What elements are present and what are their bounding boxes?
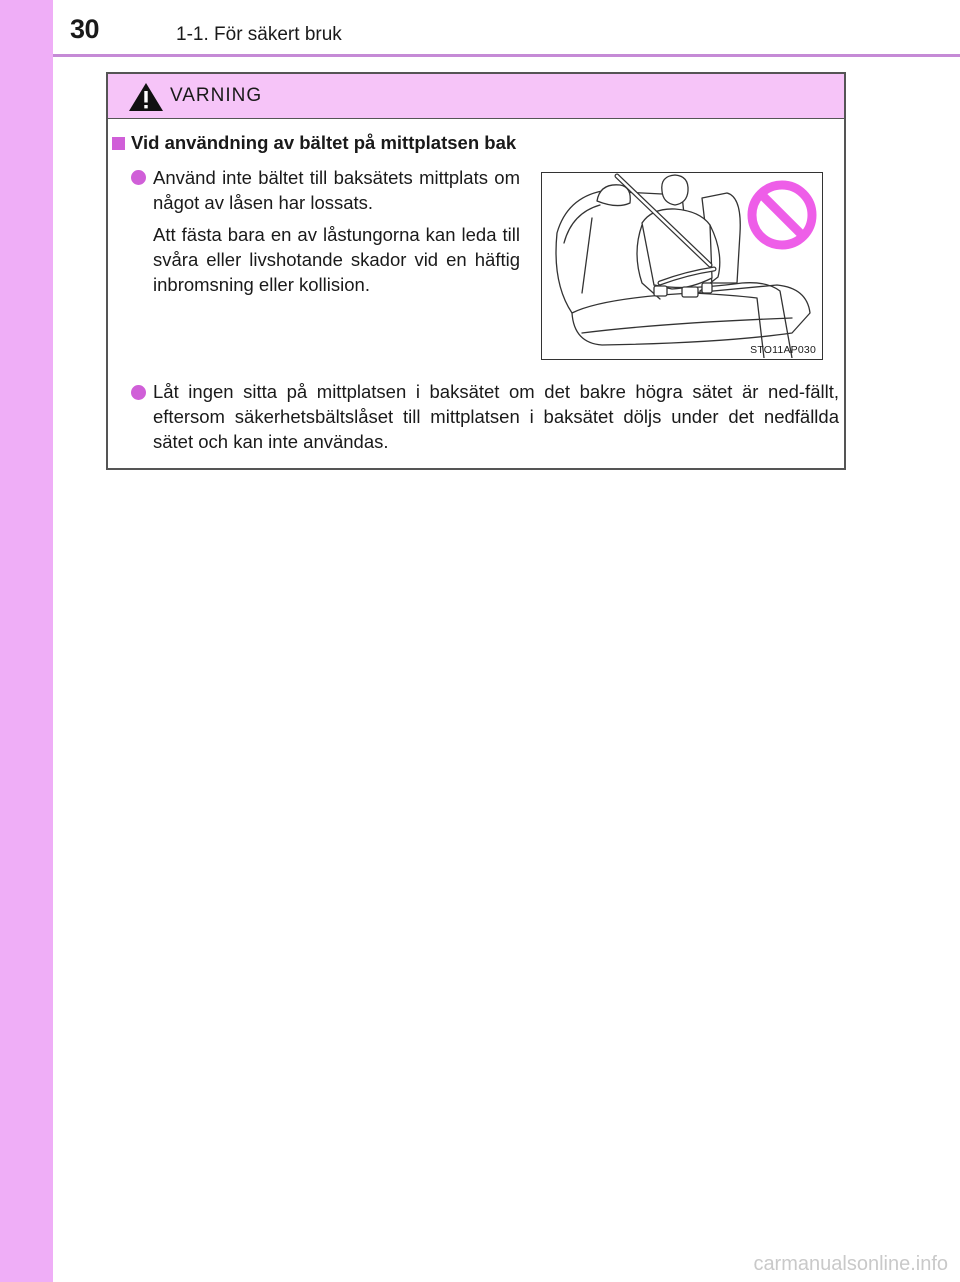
bullet-2-text: Låt ingen sitta på mittplatsen i baksätet om det bakre högra sätet är ned-fällt, eftersom säkerhetsbältslåset till mittplatsen i baksätet döljs under det nedfällda sätet och kan inte användas. bbox=[153, 381, 839, 452]
warning-header bbox=[108, 74, 844, 119]
circle-bullet-icon bbox=[131, 385, 146, 400]
square-bullet-icon bbox=[112, 137, 125, 150]
circle-bullet-icon bbox=[131, 170, 146, 185]
page-number: 30 bbox=[70, 14, 100, 44]
rear-seat-passenger-drawing bbox=[542, 173, 821, 358]
warning-label: VARNING bbox=[170, 85, 263, 106]
bullet-1-continuation: Att fästa bara en av låstungorna kan leda till svåra eller livshotande skador vid en häftig inbromsning eller kollision. bbox=[153, 224, 520, 295]
warning-subheading bbox=[112, 132, 516, 154]
warning-triangle-icon bbox=[128, 82, 164, 112]
section-title: 1-1. För säkert bruk bbox=[176, 24, 342, 45]
watermark: carmanualsonline.info bbox=[753, 1253, 948, 1275]
bullet-1-text: Använd inte bältet till baksätets mittplats om något av låsen har lossats. bbox=[153, 167, 520, 213]
warning-box bbox=[106, 72, 846, 470]
subheading-text: Vid användning av bältet på mittplatsen bak bbox=[131, 132, 517, 153]
seatbelt-illustration bbox=[541, 172, 823, 360]
side-color-band bbox=[0, 0, 53, 1282]
figure-code: STO11AP030 bbox=[750, 344, 816, 356]
header-rule bbox=[53, 54, 960, 57]
